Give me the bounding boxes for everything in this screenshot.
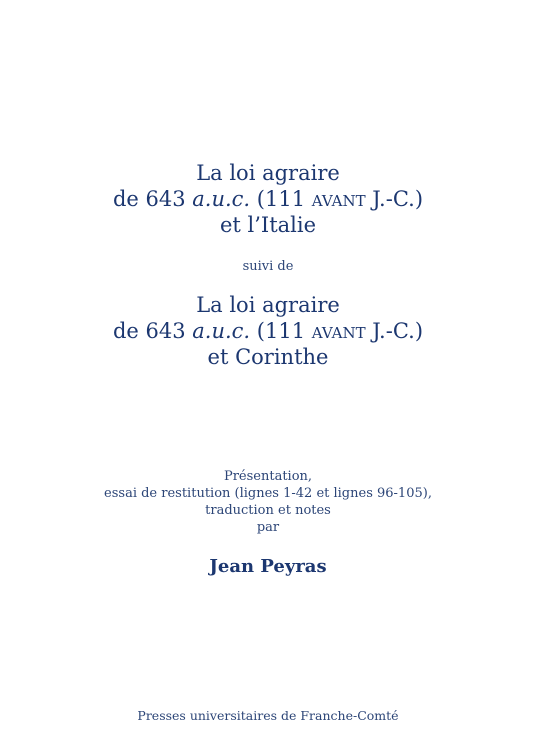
title-2-line-2-italic: a.u.c. [192, 319, 251, 343]
author-name: Jean Peyras [209, 556, 327, 577]
title-1-line-2 [0, 186, 536, 212]
credits-line-4: par [256, 520, 280, 535]
title-2 [0, 292, 536, 370]
credits-line-2: essai de restitution (lignes 1-42 et lignes 96-105), [104, 486, 432, 501]
title-2-line-3: et Corinthe [207, 345, 329, 369]
connector-text: suivi de [242, 259, 294, 274]
title-1 [0, 160, 536, 238]
title-1-line-2-pre: de 643 [112, 187, 193, 211]
title-2-line-2 [0, 318, 536, 344]
title-1-line-2-post: (111 avant J.-C.) [250, 187, 424, 211]
title-2-line-2-pre: de 643 [112, 319, 193, 343]
credits [0, 468, 536, 536]
title-2-line-2-post: (111 avant J.-C.) [250, 319, 424, 343]
title-1-line-3: et l’Italie [219, 213, 317, 237]
title-1-line-1: La loi agraire [196, 161, 340, 185]
title-2-line-1: La loi agraire [196, 293, 340, 317]
credits-line-3: traduction et notes [205, 503, 331, 518]
publisher-name: Presses universitaires de Franche-Comté [137, 708, 399, 723]
title-1-line-2-italic: a.u.c. [192, 187, 251, 211]
credits-line-1: Présentation, [223, 469, 313, 484]
